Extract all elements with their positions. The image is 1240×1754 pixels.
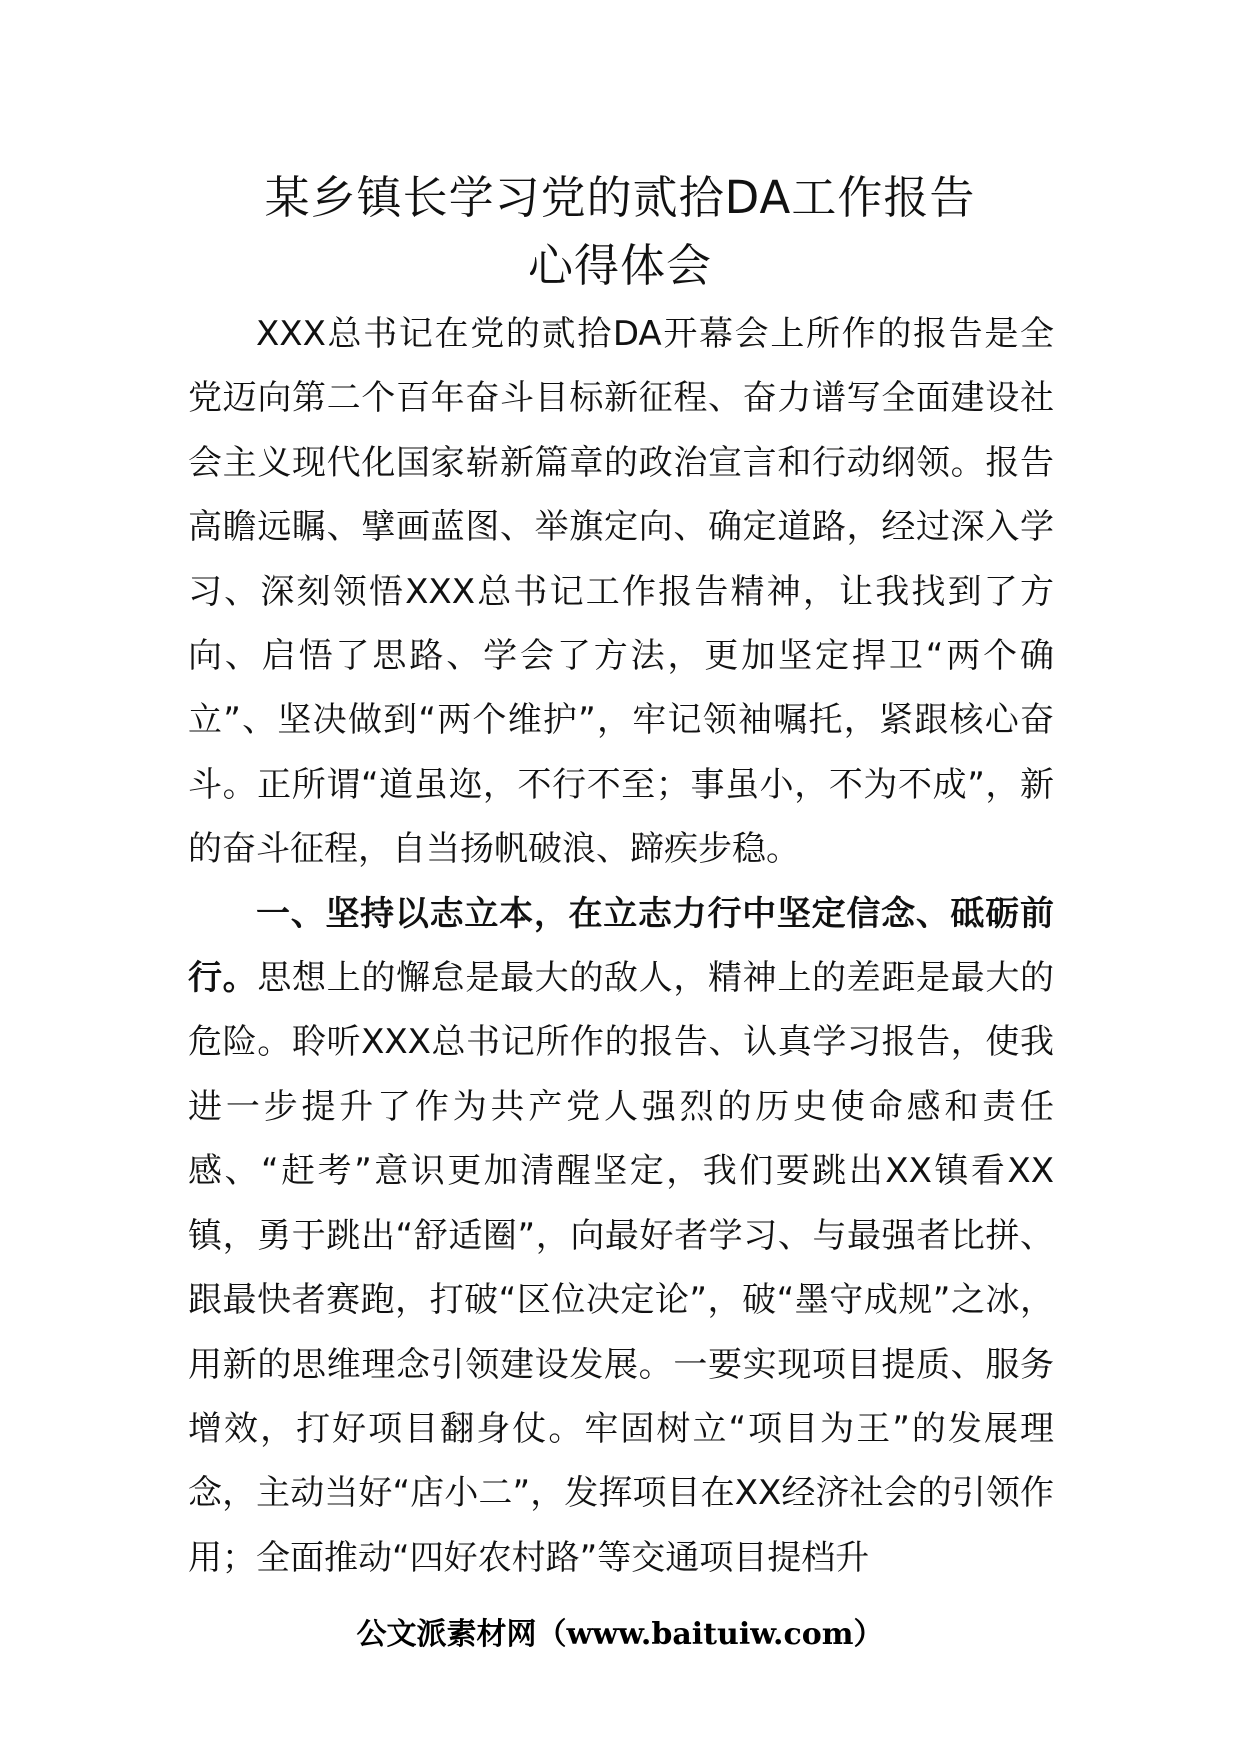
footer-watermark: 公文派素材网（www.baituiw.com） (356, 1617, 884, 1652)
paragraph-1: XXX总书记在党的贰拾DA开幕会上所作的报告是全党迈向第二个百年奋斗目标新征程、奋力谱写全面建设社会主义现代化国家崭新篇章的政治宣言和行动纲领。报告高瞻远瞩、擘画蓝图、举旗定向、确定道路，经过深入学习、深刻领悟XXX总书记工作报告精神，让我找到了方向、启悟了思路、学会了方法，更加坚定捍卫“两个确立”、坚决做到“两个维护”，牢记领袖嘱托，紧跟核心奋斗。正所谓“道虽迩，不行不至；事虽小，不为不成”，新的奋斗征程，自当扬帆破浪、蹄疾步稳。 (188, 314, 1054, 870)
paragraph-2-text: 思想上的懈怠是最大的敌人，精神上的差距是最大的危险。聆听XXX总书记所作的报告、认真学习报告，使我进一步提升了作为共产党人强烈的历史使命感和责任感、“赶考”意识更加清醒坚定，我们要跳出XX镇看XX镇，勇于跳出“舒适圈”，向最好者学习、与最强者比拼、跟最快者赛跑，打破“区位决定论”，破“墨守成规”之冰，用新的思维理念引领建设发展。一要实现项目提质、服务增效，打好项目翻身仗。牢固树立“项目为王”的发展理念，主动当好“店小二”，发挥项目在XX经济社会的引领作用；全面推动“四好农村路”等交通项目提档升 (188, 958, 1055, 1578)
paragraph-2 (188, 882, 1054, 1590)
document-title-line-1: 某乡镇长学习党的贰拾DA工作报告 (264, 171, 976, 224)
section-heading: 一、坚持以志立本，在立志力行中坚定信念、砥砺前行。 (188, 893, 1054, 999)
document-title-line-2: 心得体会 (527, 239, 712, 292)
document-body (188, 302, 1054, 1590)
